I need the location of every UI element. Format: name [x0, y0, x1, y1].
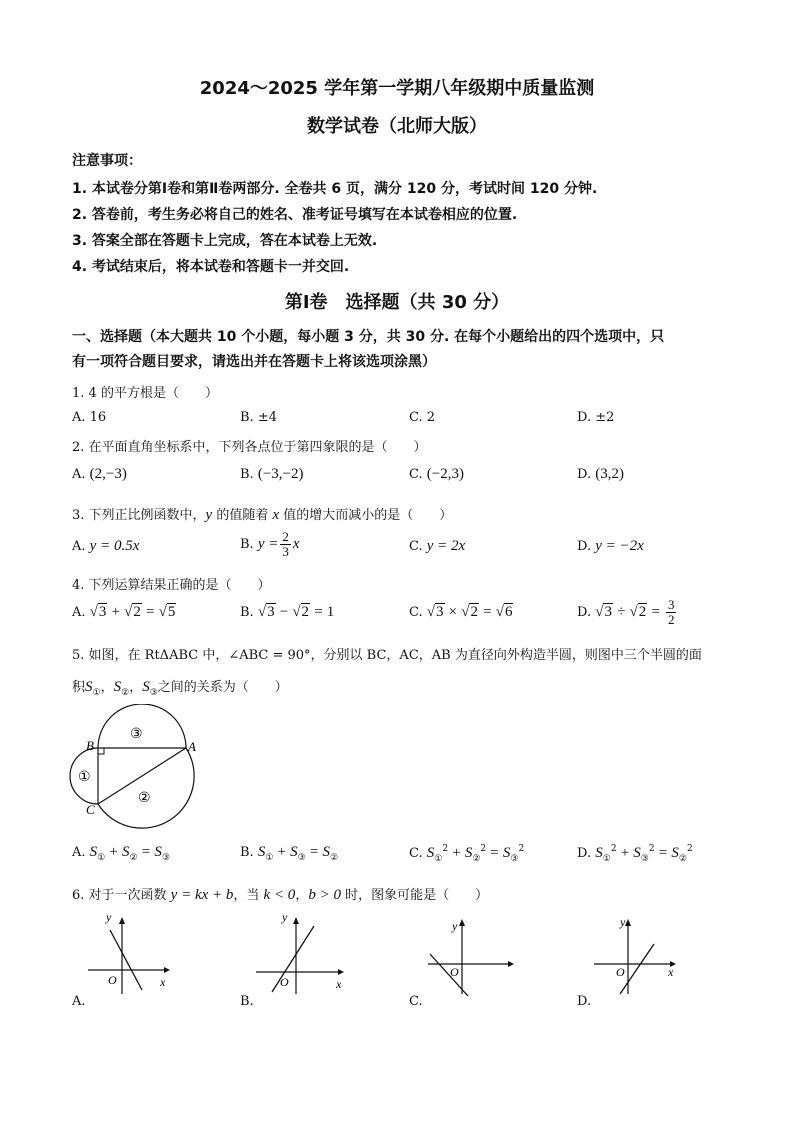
q5-option-b — [240, 844, 338, 863]
stem-text: 时，图象可能是（ ） — [340, 888, 489, 903]
label-c: C — [86, 802, 95, 817]
option-value: (3,2) — [595, 466, 624, 482]
operator: + — [620, 845, 630, 861]
region-2: ② — [138, 791, 151, 806]
origin-label: O — [280, 975, 289, 989]
equals: = — [146, 604, 155, 620]
area-symbol: S — [154, 844, 162, 860]
subscript: ② — [472, 854, 481, 864]
note-item: 4. 考试结束后，将本试卷和答题卡一并交回. — [72, 259, 350, 275]
radical: √2 — [461, 604, 478, 620]
operator: + — [452, 845, 461, 861]
y-arrow-icon — [293, 917, 299, 924]
function-line — [620, 944, 654, 994]
operator: × — [448, 604, 458, 620]
q5-option-a — [72, 844, 170, 863]
section-instruction: 一、选择题（本大题共 10 个小题，每小题 3 分，共 30 分. 在每个小题给出的四个选项中，只 — [72, 329, 665, 345]
option-label: A. — [72, 845, 86, 860]
page-title: 2024～2025 学年第一学期八年级期中质量监测 — [199, 78, 595, 99]
note-item: 1. 本试卷分第Ⅰ卷和第Ⅱ卷两部分. 全卷共 6 页，满分 120 分，考试时间 120 分钟. — [72, 181, 598, 197]
result: 1 — [326, 604, 335, 620]
exponent: 2 — [686, 844, 693, 854]
radicand: 2 — [470, 604, 478, 620]
option-label: B. — [240, 845, 254, 860]
subscript: ② — [121, 688, 130, 698]
page-subtitle: 数学试卷（北师大版） — [307, 116, 487, 137]
function-expr: y = kx + b — [170, 887, 234, 903]
equals: = — [651, 604, 660, 620]
equals: = — [658, 845, 668, 861]
origin-label: O — [108, 973, 117, 987]
subscript: ③ — [510, 854, 519, 864]
label-b: B — [86, 738, 94, 753]
area-symbol: S — [502, 845, 511, 861]
area-symbol: S — [671, 845, 679, 861]
subscript: ② — [129, 853, 138, 863]
area-symbol: S — [290, 844, 298, 860]
y-arrow-icon — [625, 919, 631, 926]
note-item: 3. 答案全部在答题卡上完成，答在本试卷上无效. — [72, 233, 378, 249]
condition: b > 0 — [308, 887, 341, 903]
fraction — [666, 598, 677, 627]
option-label: D. — [577, 539, 592, 554]
subscript: ② — [329, 853, 339, 863]
y-label: y — [106, 912, 112, 924]
option-label: C. — [409, 539, 423, 554]
area-symbol: S — [426, 845, 435, 861]
option-label: C. — [409, 846, 423, 861]
subscript: ① — [434, 854, 443, 864]
question-6-stem — [72, 884, 488, 904]
subscript: ① — [265, 853, 274, 863]
radical: √2 — [292, 604, 310, 620]
q6-option-c-label: C. — [409, 994, 423, 1009]
question-5-stem-line2 — [72, 676, 288, 698]
exponent: 2 — [610, 844, 617, 854]
q3-option-c — [409, 538, 465, 555]
y-label: y — [282, 912, 288, 924]
q5-semicircle-figure — [68, 704, 198, 830]
x-arrow-icon — [508, 961, 514, 967]
radicand: 2 — [301, 604, 310, 620]
q6-option-d-label: D. — [577, 994, 592, 1009]
stem-text: 6. 对于一次函数 — [72, 888, 171, 903]
option-value: (−2,3) — [426, 466, 464, 482]
condition: k < 0 — [263, 887, 296, 903]
y-label: y — [452, 919, 458, 933]
radicand: 6 — [504, 604, 513, 620]
q6-graph-a — [84, 912, 174, 996]
subscript: ③ — [161, 853, 170, 863]
radical: √3 — [89, 604, 107, 620]
question-4-stem: 4. 下列运算结果正确的是（ ） — [72, 578, 271, 593]
q6-graph-c — [424, 912, 520, 996]
option-value: (−3,−2) — [257, 466, 304, 482]
option-value: y = 2x — [426, 538, 466, 554]
stem-text: 3. 下列正比例函数中， — [72, 508, 206, 523]
y-arrow-icon — [119, 917, 125, 924]
semicircle-ac — [98, 748, 194, 828]
subscript: ① — [92, 688, 101, 698]
q2-option-c — [409, 466, 464, 483]
stem-text: 积 — [72, 680, 86, 695]
subscript: ② — [678, 854, 687, 864]
stem-text: ， — [295, 888, 309, 903]
operator: + — [277, 844, 287, 860]
radicand: 2 — [638, 604, 647, 620]
option-label: A. — [72, 539, 86, 554]
radical: √6 — [495, 604, 513, 620]
subscript: ③ — [149, 688, 158, 698]
option-label: A. — [72, 605, 86, 620]
area-symbol: S — [85, 679, 93, 695]
subscript: ① — [602, 854, 611, 864]
x-arrow-icon — [164, 967, 170, 973]
q4-option-a — [72, 604, 176, 621]
radicand: 3 — [436, 604, 444, 620]
equals: = — [483, 604, 492, 620]
operator: ÷ — [617, 604, 626, 620]
x-arrow-icon — [338, 969, 344, 975]
question-3-stem — [72, 504, 452, 524]
q1-option-d: D. ±2 — [577, 410, 615, 425]
option-label: C. — [409, 605, 423, 620]
q4-option-c — [409, 604, 513, 621]
stem-var: x — [272, 507, 280, 523]
radicand: 3 — [98, 604, 107, 620]
radical: √3 — [595, 604, 612, 620]
option-label: C. — [409, 467, 423, 482]
radicand: 5 — [167, 604, 176, 620]
q2-option-b — [240, 466, 304, 483]
origin-label: O — [450, 965, 459, 979]
q1-option-c: C. 2 — [409, 410, 436, 425]
stem-text: 值的增大而减小的是（ ） — [279, 508, 453, 523]
option-label: D. — [577, 467, 592, 482]
area-symbol: S — [257, 844, 266, 860]
q3-option-b — [240, 530, 300, 559]
stem-text: 的值随着 — [212, 508, 273, 523]
area-symbol: S — [113, 679, 122, 695]
operator: + — [111, 604, 121, 620]
right-angle-mark — [98, 748, 104, 754]
question-1-stem: 1. 4 的平方根是（ ） — [72, 386, 218, 401]
radical: √5 — [158, 604, 176, 620]
q5-option-d — [577, 844, 693, 864]
subscript: ③ — [297, 853, 306, 863]
area-symbol: S — [322, 844, 330, 860]
comma: ， — [129, 680, 143, 695]
label-a: A — [188, 739, 196, 754]
area-symbol: S — [595, 845, 603, 861]
radicand: 3 — [267, 604, 275, 620]
subscript: ③ — [640, 854, 649, 864]
option-value: y = −2x — [595, 538, 644, 554]
section-title: 第Ⅰ卷 选择题（共 30 分） — [284, 292, 510, 313]
radicand: 3 — [604, 604, 612, 620]
note-item: 2. 答卷前，考生务必将自己的姓名、准考证号填写在本试卷相应的位置. — [72, 207, 518, 223]
q6-graph-d — [590, 912, 686, 996]
option-label: D. — [577, 846, 592, 861]
q2-option-a — [72, 466, 127, 483]
option-value: y = 0.5x — [89, 538, 140, 554]
denominator: 2 — [667, 612, 675, 627]
notes-heading: 注意事项： — [72, 153, 142, 169]
question-2-stem: 2. 在平面直角坐标系中，下列各点位于第四象限的是（ ） — [72, 440, 427, 455]
function-line — [272, 926, 314, 992]
area-symbol: S — [633, 845, 641, 861]
radical: √2 — [124, 604, 141, 620]
option-label: B. — [240, 467, 254, 482]
y-arrow-icon — [459, 919, 465, 926]
exponent: 2 — [480, 844, 487, 854]
radical: √2 — [629, 604, 647, 620]
stem-text: 之间的关系为（ ） — [157, 680, 288, 695]
numerator: 2 — [282, 529, 289, 544]
q4-option-d — [577, 598, 678, 627]
q3-option-d — [577, 538, 644, 555]
x-label: x — [336, 977, 342, 991]
region-3: ③ — [130, 727, 143, 742]
stem-var: y — [205, 507, 213, 523]
q3-option-a — [72, 538, 139, 555]
radical: √3 — [426, 604, 444, 620]
q6-option-a-label: A. — [72, 994, 86, 1009]
x-label: x — [668, 965, 674, 979]
fraction — [280, 530, 291, 559]
option-label: D. — [577, 605, 592, 620]
option-value: (2,−3) — [89, 466, 127, 482]
section-instruction: 有一项符合题目要求，请选出并在答题卡上将该选项涂黑） — [72, 354, 436, 370]
subscript: ① — [97, 853, 106, 863]
exponent: 2 — [648, 844, 655, 854]
operator: − — [279, 604, 289, 620]
region-1: ① — [78, 770, 91, 785]
operator: + — [109, 844, 118, 860]
origin-label: O — [616, 965, 625, 979]
exponent: 2 — [442, 844, 449, 854]
q6-graph-b — [252, 912, 348, 996]
y-label: y — [620, 915, 626, 929]
q6-option-b-label: B. — [240, 994, 254, 1009]
question-5-stem: 5. 如图，在 RtΔABC 中，∠ABC = 90°，分别以 BC，AC，AB 为直径向外构造半圆，则图中三个半圆的面 — [72, 648, 702, 663]
option-var: x — [292, 536, 300, 552]
radical: √3 — [257, 604, 275, 620]
numerator: 3 — [667, 597, 675, 612]
equals: = — [490, 845, 499, 861]
q5-option-c — [409, 844, 524, 864]
option-label: B. — [240, 605, 254, 620]
q1-option-a: A. 16 — [72, 410, 107, 425]
area-symbol: S — [464, 845, 473, 861]
stem-text: ，当 — [233, 888, 264, 903]
q1-option-b: B. ±4 — [240, 410, 277, 425]
option-label: A. — [72, 467, 86, 482]
denominator: 3 — [282, 544, 289, 559]
option-label: B. — [240, 537, 254, 552]
exponent: 2 — [518, 844, 525, 854]
equals: = — [309, 844, 319, 860]
x-label: x — [160, 975, 166, 989]
comma: ， — [100, 680, 114, 695]
q2-option-d — [577, 466, 624, 483]
area-symbol: S — [122, 844, 130, 860]
equals: = — [314, 604, 323, 620]
equals: = — [141, 844, 151, 860]
area-symbol: S — [89, 844, 98, 860]
option-value: y = — [257, 536, 279, 552]
area-symbol: S — [142, 679, 150, 695]
q4-option-b — [240, 604, 334, 621]
radicand: 2 — [133, 604, 141, 620]
